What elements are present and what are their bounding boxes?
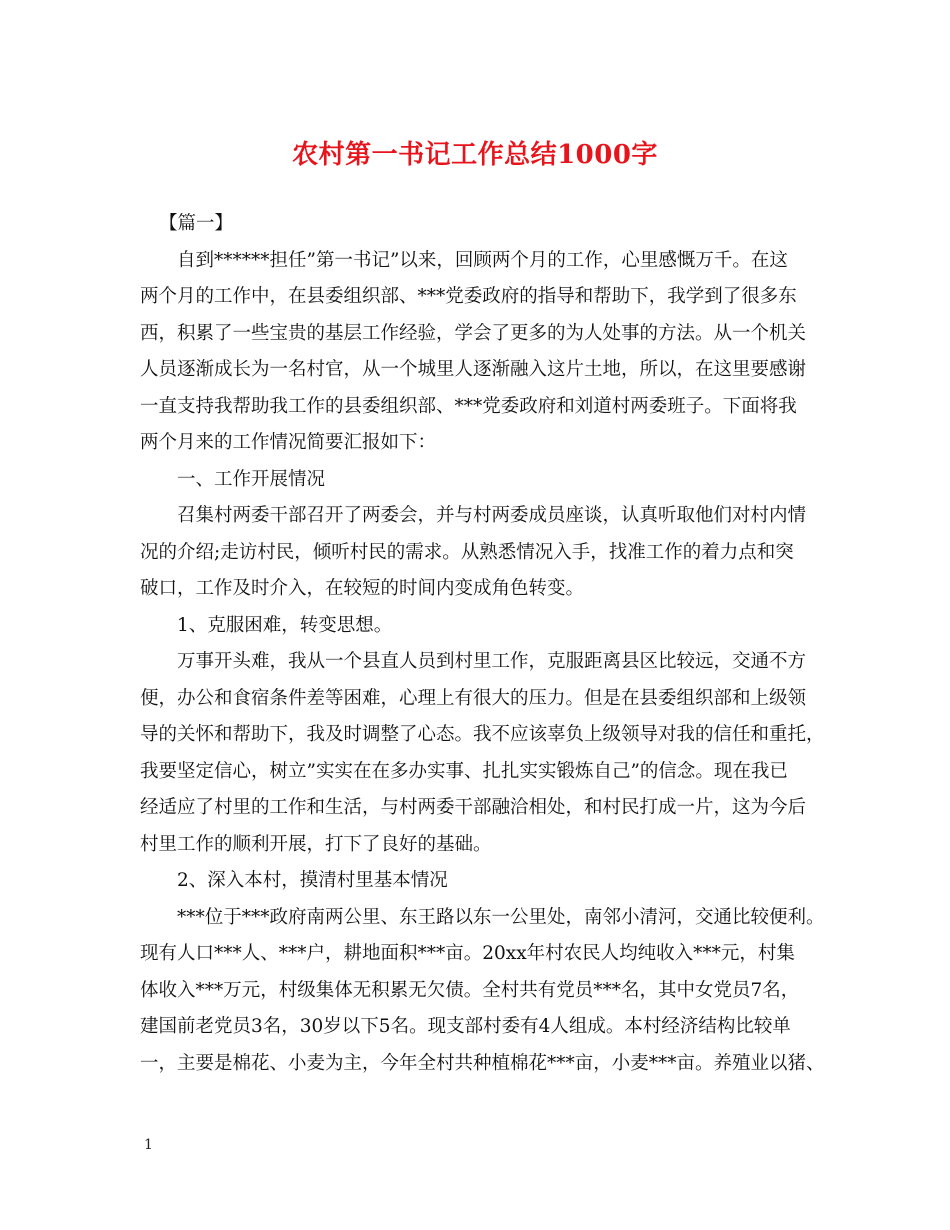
text-line: 建国前老党员3名，30岁以下5名。现支部村委有4人组成。本村经济结构比较单 (140, 1016, 791, 1037)
text-line: 一直支持我帮助我工作的县委组织部、***党委政府和刘道村两委班子。下面将我 (140, 395, 797, 417)
text-line: 导的关怀和帮助下，我及时调整了心态。我不应该辜负上级领导对我的信任和重托， (140, 724, 825, 745)
text-line: 破口，工作及时介入，在较短的时间内变成角色转变。 (140, 578, 585, 599)
page-number: 1 (144, 1137, 153, 1153)
text-line: ***位于***政府南两公里、东王路以东一公里处，南邻小清河，交通比较便利。 (177, 906, 825, 928)
text-line: 西，积累了一些宝贵的基层工作经验，学会了更多的为人处事的方法。从一个机关 (140, 322, 807, 344)
text-line: 两个月来的工作情况简要汇报如下： (140, 432, 437, 453)
text-line: 1、克服困难，转变思想。 (177, 614, 393, 636)
text-line: 现有人口***人、***户，耕地面积***亩。20xx年村农民人均纯收入***元，村集 (140, 943, 795, 964)
document-title: 农村第一书记工作总结1000字 (292, 140, 658, 170)
text-line: 召集村两委干部召开了两委会，并与村两委成员座谈，认真听取他们对村内情 (177, 505, 807, 526)
text-line: 况的介绍;走访村民，倾听村民的需求。从熟悉情况入手，找准工作的着力点和突 (140, 541, 794, 563)
text-line: 自到******担任”第一书记”以来，回顾两个月的工作，心里感慨万千。在这 (177, 249, 788, 271)
document-body (140, 206, 830, 1082)
text-line: 体收入***万元，村级集体无积累无欠债。全村共有党员***名，其中女党员7名， (140, 979, 800, 1001)
text-line: 人员逐渐成长为一名村官，从一个城里人逐渐融入这片土地，所以，在这里要感谢 (140, 359, 807, 380)
text-line: 两个月的工作中，在县委组织部、***党委政府的指导和帮助下，我学到了很多东 (140, 286, 797, 307)
text-line: 2、深入本村，摸清村里基本情况 (177, 870, 448, 891)
text-line: 我要坚定信心，树立”实实在在多办实事、扎扎实实锻炼自己”的信念。现在我已 (140, 760, 788, 782)
text-line: 万事开头难，我从一个县直人员到村里工作，克服距离县区比较远，交通不方 (177, 651, 807, 672)
text-line: 经适应了村里的工作和生活，与村两委干部融洽相处，和村民打成一片，这为今后 (140, 797, 807, 818)
text-line: 便，办公和食宿条件差等困难，心理上有很大的压力。但是在县委组织部和上级领 (140, 687, 807, 709)
text-line: 一、工作开展情况 (177, 468, 326, 490)
text-line: 村里工作的顺利开展，打下了良好的基础。 (140, 833, 492, 855)
text-line: 一，主要是棉花、小麦为主，今年全村共种植棉花***亩，小麦***亩。养殖业以猪、 (140, 1052, 825, 1074)
section-heading: 【篇一】 (159, 213, 234, 234)
